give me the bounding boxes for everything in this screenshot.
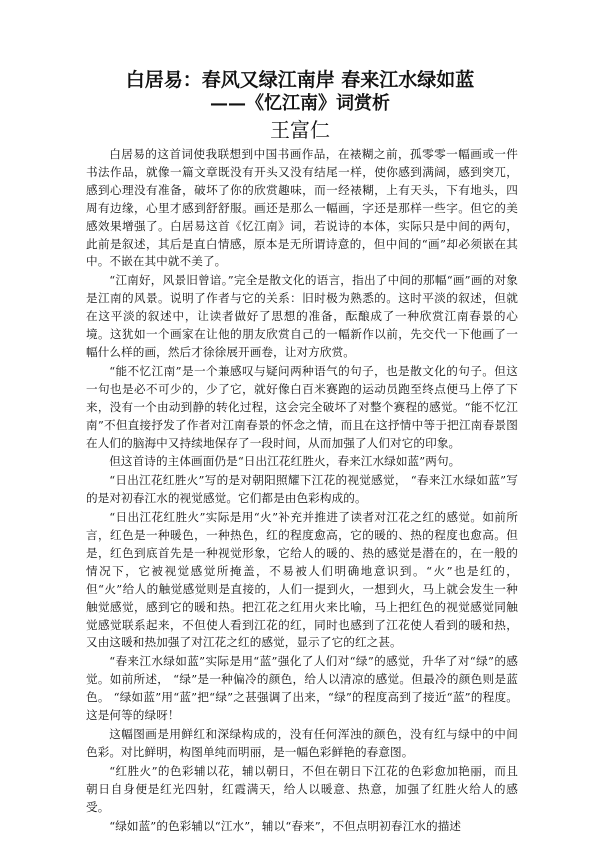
article-title: 白居易：春风又绿江南岸 春来江水绿如蓝 (125, 69, 475, 91)
paragraph: “日出江花红胜火”实际是用“火”补充并推进了读者对江花之红的感觉。如前所言，红色是一种暖色，一种热色，红的程度愈高，它的暖的、热的程度也愈高。但是，红色到底首先是一种视觉形象，它给人的暖的、热的感觉是潜在的，在一般的情况下，它被视觉感觉所掩盖，不易被人们明确地意识到。“火”也是红的，但“火”给人的触觉感觉则是直接的，人们一提到火，一想到火，马上就会发生一种触觉感觉，感到它的暖和热。把江花之红用火来比喻，马上把红色的视觉感觉同触觉感觉联系起来，不但使人看到江花的红，同时也感到了江花使人看到的暖和热，又由这暖和热加强了对江花之红的感觉，显示了它的红之甚。 (86, 510, 518, 650)
article-body (86, 146, 518, 836)
paragraph: “江南好，风景旧曾谙。”完全是散文化的语言，指出了中间的那幅“画”画的对象是江南的风景。说明了作者与它的关系：旧时极为熟悉的。这时平淡的叙述，但就在这平淡的叙述中，让读者做好了思想的准备，酝酿成了一种欣赏江南春景的心境。这犹如一个画家在让他的朋友欣赏自己的一幅新作以前，先交代一下他画了一幅什么样的画，然后才徐徐展开画卷，让对方欣赏。 (86, 273, 518, 359)
paragraph: “日出江花红胜火”写的是对朝阳照耀下江花的视觉感觉， “春来江水绿如蓝”写的是对初春江水的视觉感觉。它们都是由色彩构成的。 (86, 473, 518, 506)
paragraph: 白居易的这首词使我联想到中国书画作品，在裱糊之前，孤零零一幅画或一件书法作品，就像一篇文章既没有开头又没有结尾一样，使你感到满阔，感到突兀，感到心理没有准备，破坏了你的欣赏趣味，而一经裱糊，上有天头，下有地头，四周有边缘，心里才感到舒舒服。画还是那么一幅画，字还是那样一些字。但它的美感效果增强了。白居易这首《忆江南》词，若说诗的本体，实际只是中间的两句，此前是叙述，其后是直白情感，原本是无所谓诗意的，但中间的“画”却必须嵌在其中。不嵌在其中就不美了。 (86, 147, 518, 269)
paragraph: “春来江水绿如蓝”实际是用“蓝”强化了人们对“绿”的感觉，升华了对“绿”的感觉。如前所述， “绿”是一种偏冷的颜色，给人以清凉的感觉。但最冷的颜色则是蓝色。 “绿如蓝”用“蓝”把“绿”之甚强调了出来，“绿”的程度高到了接近“蓝”的程度。这是何等的绿呀！ (86, 654, 518, 723)
title-block (0, 68, 600, 142)
paragraph: 这幅图画是用鲜红和深绿构成的，没有任何浑浊的颜色，没有红与绿中的中间色彩。对比鲜明，构图单纯而明丽，是一幅色彩鲜艳的春意图。 (86, 727, 518, 759)
author-name: 王富仁 (270, 118, 330, 142)
paragraph: “绿如蓝”的色彩辅以“江水”，辅以“春来”，不但点明初春江水的描述 (109, 818, 462, 833)
article-subtitle: ——《忆江南》词赏析 (210, 93, 390, 114)
paragraph: “能不忆江南”是一个兼感叹与疑问两种语气的句子，也是散文化的句子。但这一句也是必不可少的，少了它，就好像白百米赛跑的运动员跑至终点便马上停了下来，没有一个由动到静的转化过程，这会完全破坏了对整个赛程的感觉。“能不忆江南”不但直接抒发了作者对江南春景的怀念之情，而且在这抒情中等于把江南春景图在人们的脑海中又持续地保存了一段时间，从而加强了人们对它的印象。 (86, 363, 518, 450)
paragraph: “红胜火”的色彩辅以花，辅以朝日，不但在朝日下江花的色彩愈加艳丽，而且朝日自身便是红光四射，红霞满天，给人以暖意、热意，加强了红胜火给人的感受。 (86, 763, 518, 814)
paragraph: 但这首诗的主体画面仍是“日出江花红胜火，春来江水绿如蓝”两句。 (109, 454, 461, 469)
